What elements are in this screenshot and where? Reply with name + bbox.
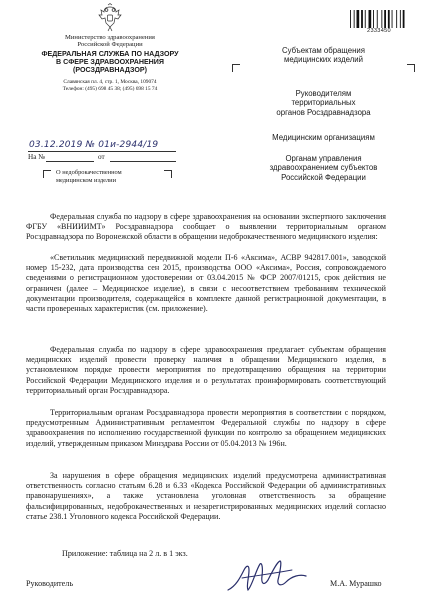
agency-address: Славянская пл. 4, стр. 1, Москва, 109074 Телефон: (495) 698 45 38; (495) 698 15 74 xyxy=(62,79,158,92)
subject-corner-left xyxy=(43,170,51,178)
body-paragraph-2: «Светильник медицинский передвижной модели П-6 «Аксима», АСВР 942817.001», заводской номер 15-232, дата производства сен 2015, производства ООО «Аксима», Россия, сопровождаемого сведениями о регистрационном удостоверении от 03.04.2015 № ФСР 2007/01215, срок действия не ограничен (далее – Медицинское изделие), в связи с несоответствием требованиям технической документации производителя, содержащейся в комплекте данной регистрационной документации, в части проверенных характеристик (см. приложение). xyxy=(26,253,386,314)
in-reply-from-underline xyxy=(110,161,176,162)
corner-mark-top-right xyxy=(407,64,415,72)
letter-subject: О недоброкачественном медицинском изделии xyxy=(56,169,122,184)
body-paragraph-4: Территориальным органам Росздравнадзора провести мероприятия в соответствии с порядком, предусмотренным Административным регламентом Федеральной службы по надзору в сфере здравоохранения по исполнению государственной функции по контролю за обращением медицинских изделий, утвержденным приказом Минздрава России от 05.04.2013 № 196н. xyxy=(26,408,386,448)
recipient-territorial: Руководителям территориальных органов Росздравнадзора xyxy=(276,89,371,117)
body-paragraph-5: За нарушения в сфере обращения медицинских изделий предусмотрена административная ответственность согласно статьям 6.28 и 6.33 «Кодекса Российской Федерации об административных правонарушениях», а также установлена уголовная ответственность за обращение фальсифицированных, недоброкачественных и незарегистрированных медицинских изделий согласно статье 238.1 Уголовного кодекса Российской Федерации. xyxy=(26,471,386,521)
body-paragraph-1: Федеральная служба по надзору в сфере здравоохранения на основании экспертного заключения ФГБУ «ВНИИИМТ» Росздравнадзора сообщает о выявлении территориальным органом Росздравнадзора по Воронежской области в обращении недоброкачественного медицинского изделия: xyxy=(26,212,386,242)
handwritten-date-number: 03.12.2019 № 01и-2944/19 xyxy=(29,140,159,150)
corner-mark-top-left xyxy=(232,64,240,72)
signer-title: Руководитель xyxy=(26,579,74,588)
recipient-medical-orgs: Медицинским организациям xyxy=(272,133,375,142)
attachment-note: Приложение: таблица на 2 л. в 1 экз. xyxy=(62,549,188,558)
agency-name: ФЕДЕРАЛЬНАЯ СЛУЖБА ПО НАДЗОРУ В СФЕРЕ ЗДРАВООХРАНЕНИЯ (РОСЗДРАВНАДЗОР) xyxy=(41,50,179,74)
in-reply-from-label: от xyxy=(98,153,105,161)
ministry-name: Министерство здравоохранения Российской Федерации xyxy=(65,34,155,49)
barcode-number: 2333450 xyxy=(367,28,391,34)
barcode-icon xyxy=(350,10,408,28)
body-paragraph-3: Федеральная служба по надзору в сфере здравоохранения предлагает субъектам обращения медицинских изделий провести проверку наличия в обращении Медицинского изделия, в установленном порядке провести мероприятия по предотвращению обращения на территории Российской Федерации Медицинского изделия и о результатах проинформировать соответствующий территориальный орган Росздравнадзора. xyxy=(26,345,386,395)
coat-of-arms-icon xyxy=(96,3,124,33)
signer-name: М.А. Мурашко xyxy=(330,579,382,588)
recipient-subjects: Субъектам обращения медицинских изделий xyxy=(282,46,365,65)
in-reply-number-underline xyxy=(46,161,94,162)
signature-icon xyxy=(222,556,312,596)
in-reply-number-label: На № xyxy=(28,153,46,161)
recipient-health-authorities: Органам управления здравоохранением субъектов Российской Федерации xyxy=(269,154,378,182)
reg-underline xyxy=(28,151,176,152)
